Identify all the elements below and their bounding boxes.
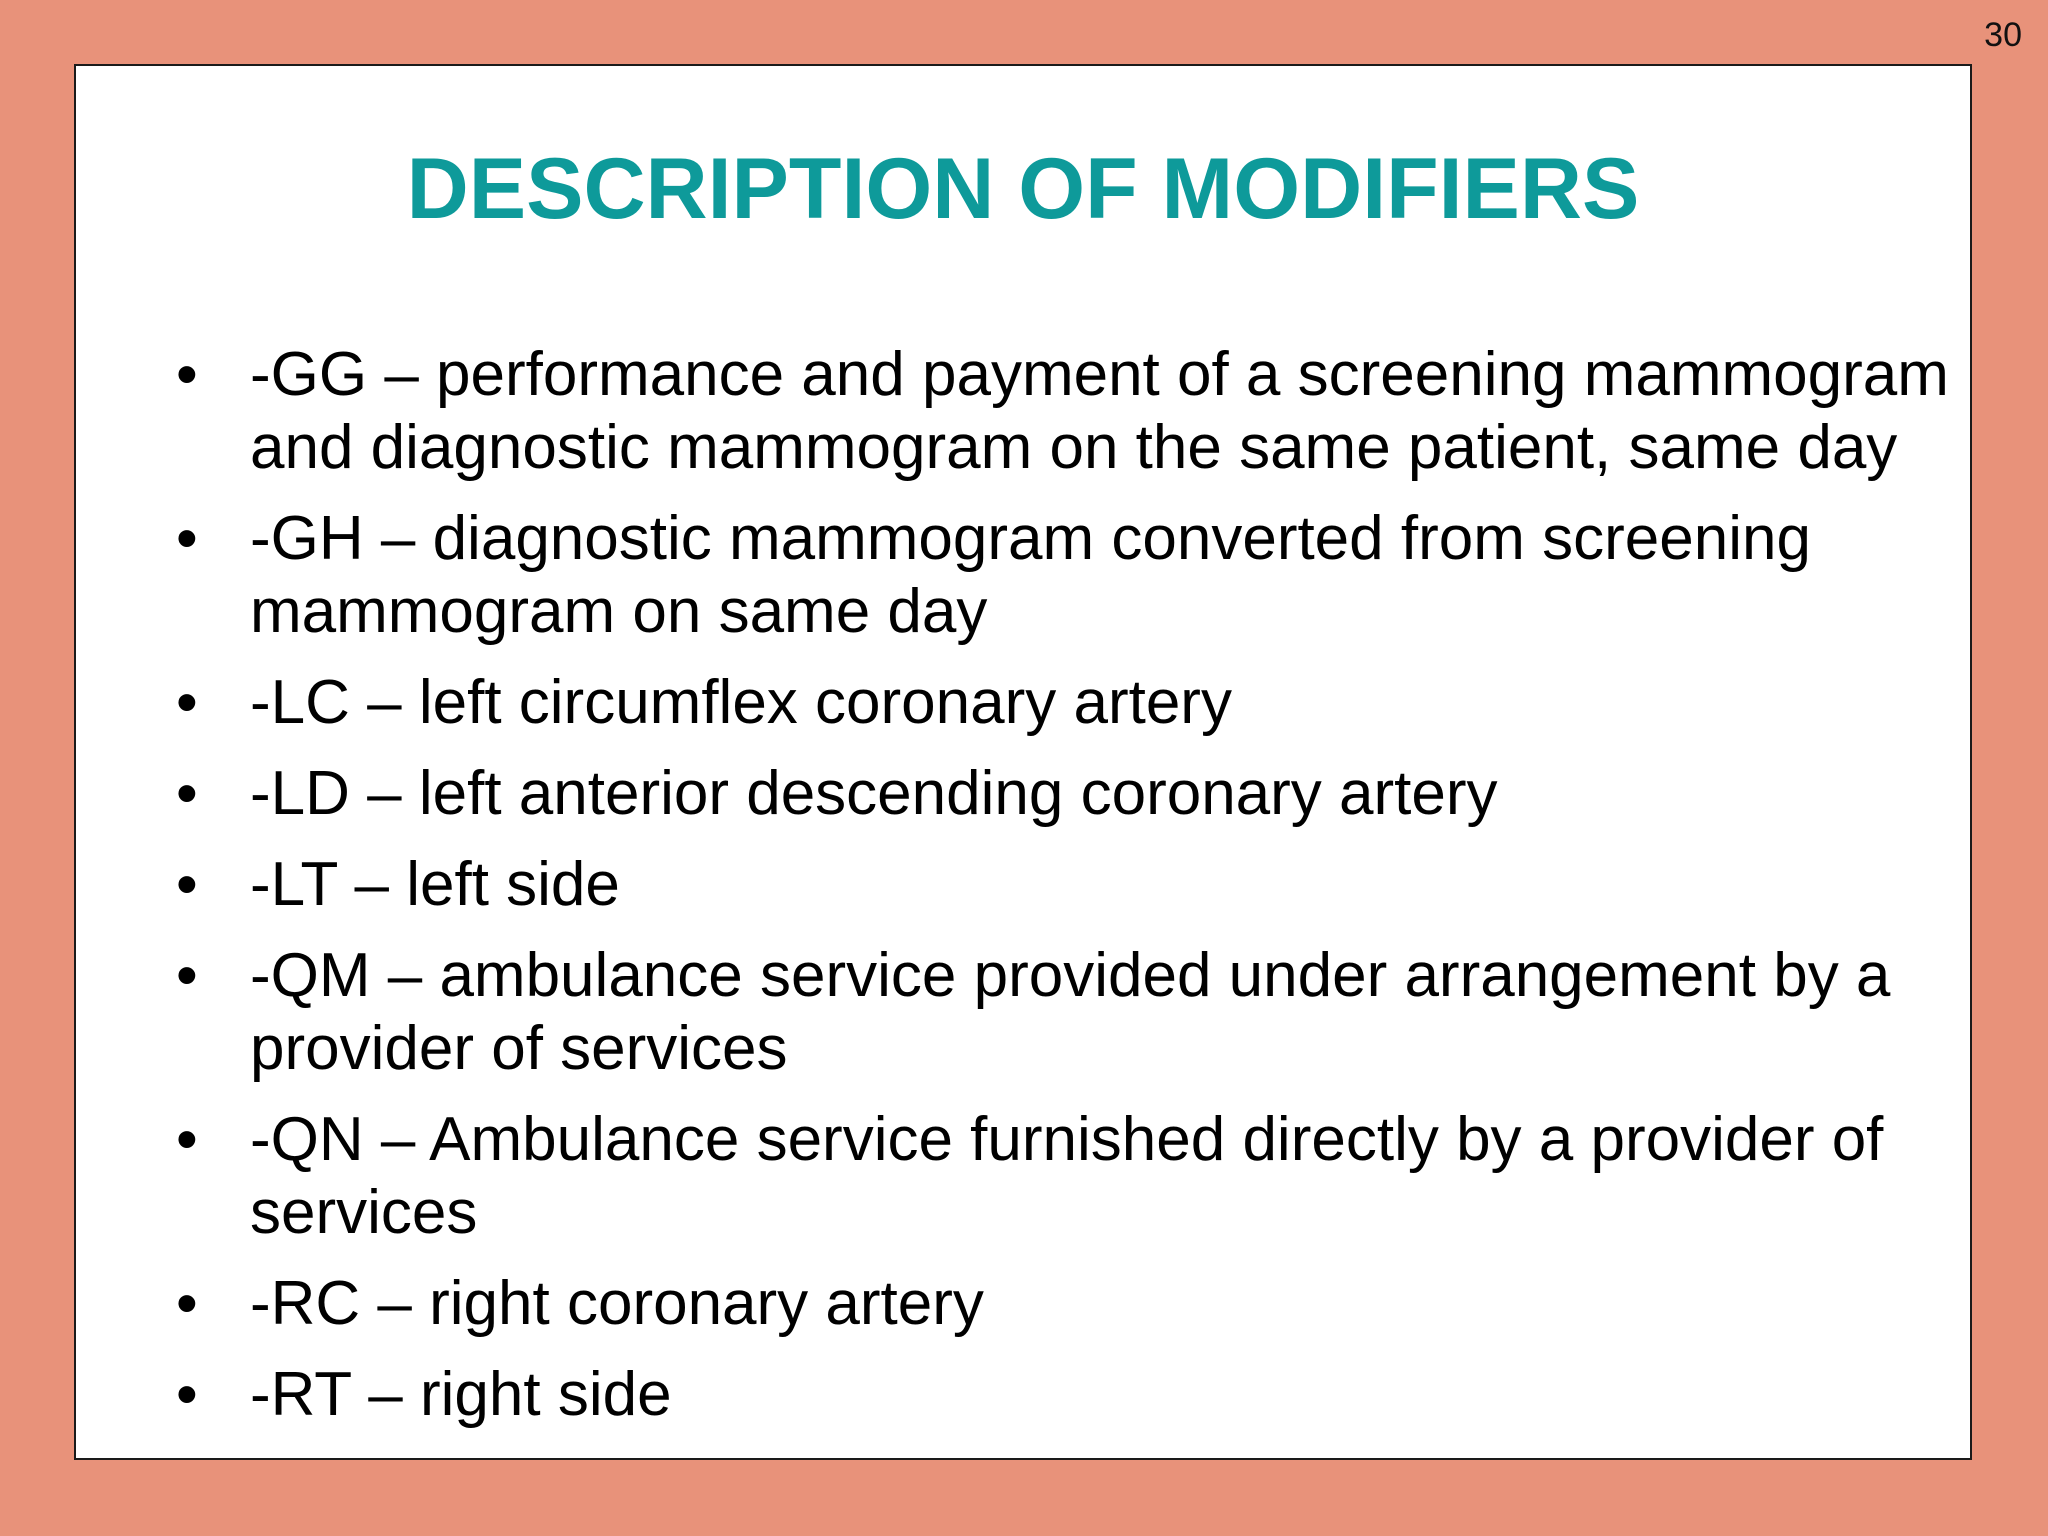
list-item (126, 848, 2006, 921)
bullet-icon: • (176, 759, 198, 828)
list-item-text: -QM – ambulance service provided under arrangement by a provider of services (250, 941, 1891, 1083)
bullet-icon: • (176, 1105, 198, 1174)
bullet-icon: • (176, 1360, 198, 1429)
list-item (126, 1358, 2006, 1431)
list-item-text: -RC – right coronary artery (250, 1269, 984, 1338)
list-item-text: -RT – right side (250, 1360, 672, 1429)
slide-title: DESCRIPTION OF MODIFIERS (406, 141, 1640, 237)
list-item (126, 666, 2006, 739)
page-number: 30 (1984, 16, 2022, 54)
bullet-icon: • (176, 340, 198, 409)
list-item (126, 1267, 2006, 1340)
list-item-text: -QN – Ambulance service furnished directly by a provider of services (250, 1105, 1884, 1247)
bullet-icon: • (176, 850, 198, 919)
bullet-icon: • (176, 668, 198, 737)
list-item (126, 939, 2006, 1085)
list-item (126, 338, 2006, 484)
bullet-icon: • (176, 504, 198, 573)
list-item-text: -GG – performance and payment of a screening mammogram and diagnostic mammogram on the same patient, same day (250, 340, 1949, 482)
list-item-text: -LC – left circumflex coronary artery (250, 668, 1232, 737)
list-item (126, 1103, 2006, 1249)
bullet-icon: • (176, 941, 198, 1010)
list-item (126, 757, 2006, 830)
list-item-text: -LD – left anterior descending coronary artery (250, 759, 1498, 828)
bullet-list (126, 338, 2006, 1449)
bullet-icon: • (176, 1269, 198, 1338)
list-item-text: -GH – diagnostic mammogram converted from screening mammogram on same day (250, 504, 1811, 646)
slide (74, 64, 1972, 1460)
list-item-text: -LT – left side (250, 850, 620, 919)
list-item (126, 502, 2006, 648)
